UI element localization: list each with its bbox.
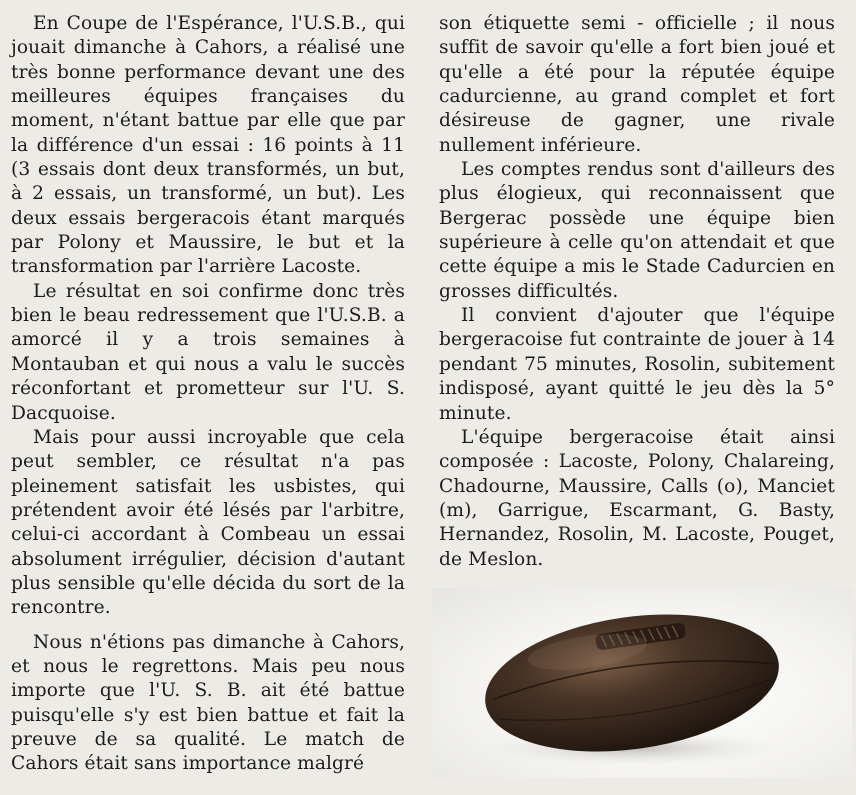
paragraph-reviews: Les comptes rendus sont d'ailleurs des plus élogieux, qui reconnaissent que Bergerac possède une équipe bien supérieure à celle qu'on attendait et que cette équipe a mis le Stade Cadurcien en grosses difficultés. (439, 159, 835, 302)
article-right-column (439, 12, 835, 572)
paragraph-referee-dispute: Mais pour aussi incroyable que cela peut sembler, ce résultat n'a pas pleinement satisfait les usbistes, qui prétendent avoir été lésés par l'arbitre, celui-ci accordant à Combeau un essai absolument irrégulier, décision d'autant plus sensible qu'elle décida du sort de la rencontre. (11, 426, 405, 619)
rugby-ball-icon (432, 588, 852, 778)
cropped-next-line (0, 779, 856, 795)
paragraph-continuation: son étiquette semi - officielle ; il nous suffit de savoir qu'elle a fort bien joué et qu'elle a été pour la réputée équipe cadurcienne, au grand complet et fort désireuse de gagner, une rivale nullement inférieure. (439, 13, 835, 156)
paragraph-match-summary: En Coupe de l'Espérance, l'U.S.B., qui jouait dimanche à Cahors, a réalisé une très bonne performance devant une des meilleures équipes françaises du moment, n'étant battue par elle que par la différence d'un essai : 16 points à 11 (3 essais dont deux transformés, un but, à 2 essais, un transformé, un but). Les deux essais bergeracois étant marqués par Polony et Maussire, le but et la transformation par l'arrière Lacoste. (11, 13, 405, 278)
paragraph-result-confirmation: Le résultat en soi confirme donc très bien le beau redressement que l'U.S.B. a amorcé il y a trois semaines à Montauban et qui nous a valu le succès réconfortant et prometteur sur l'U. S. Dacquoise. (11, 280, 405, 424)
paragraph-not-in-cahors: Nous n'étions pas dimanche à Cahors, et nous le regrettons. Mais peu nous importe que l'U. S. B. ait été battue puisqu'elle s'y est bien battue et fait la preuve de sa qualité. Le match de Cahors était sans importance malgré (11, 631, 405, 775)
article-left-column (11, 12, 405, 777)
paragraph-fourteen-players: Il convient d'ajouter que l'équipe bergeracoise fut contrainte de jouer à 14 pendant 75 minutes, Rosolin, subitement indisposé, ayant quitté le jeu dès la 5° minute. (439, 305, 835, 424)
rugby-ball-photo (432, 588, 852, 778)
paragraph-team-lineup: L'équipe bergeracoise était ainsi composée : Lacoste, Polony, Chalareing, Chadourne, Maussire, Calls (o), Manciet (m), Garrigue, Escarmant, G. Basty, Hernandez, Rosolin, M. Lacoste, Pouget, de Meslon. (439, 426, 835, 570)
